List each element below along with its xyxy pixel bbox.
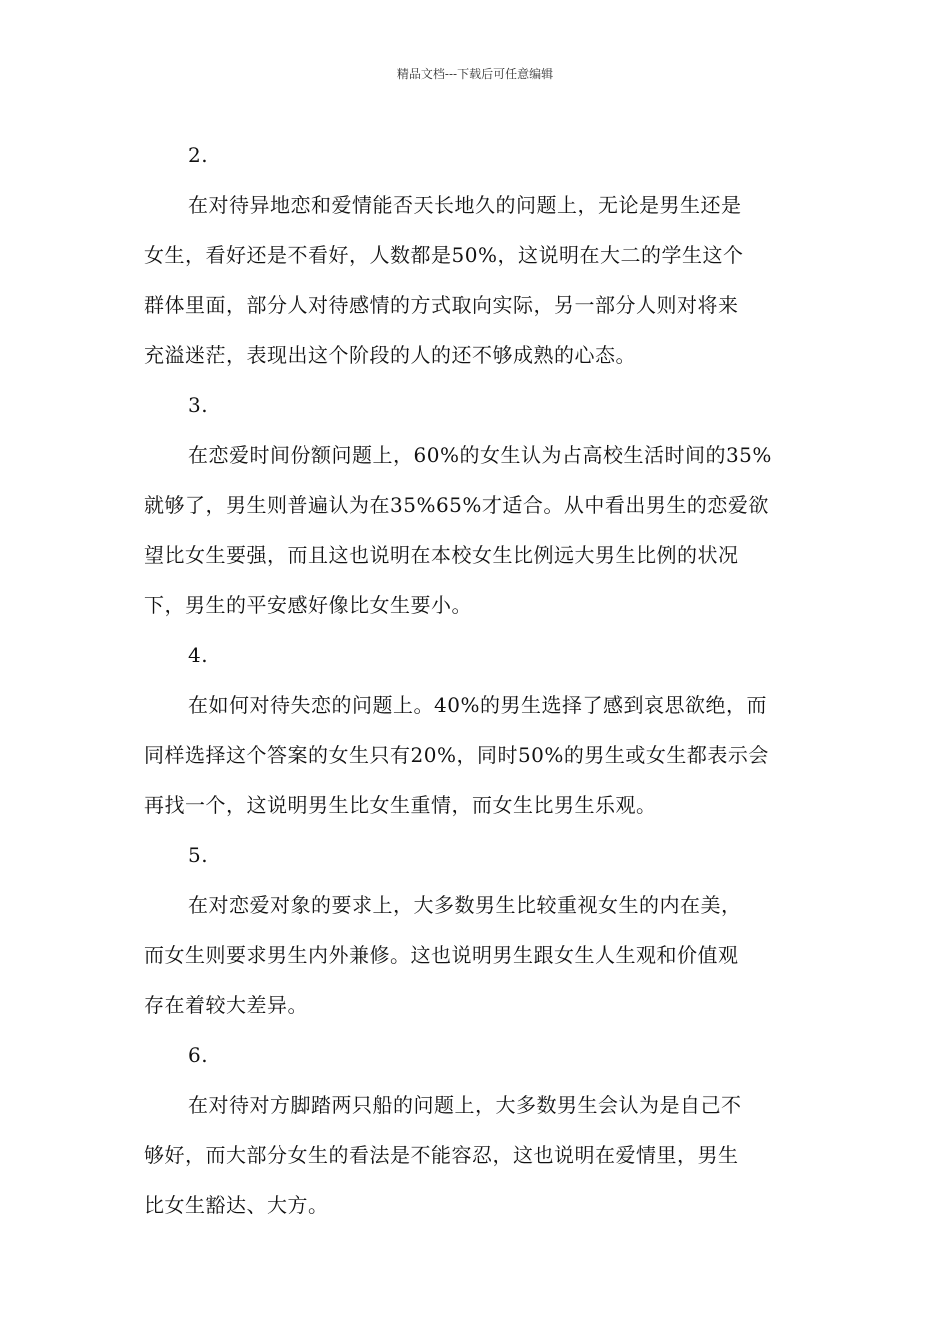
paragraph-line: 群体里面，部分人对待感情的方式取向实际，另一部分人则对将来 [144,293,739,317]
section-number: 6. [188,1043,209,1067]
paragraph-line: 够好，而大部分女生的看法是不能容忍，这也说明在爱情里，男生 [144,1143,739,1167]
section-3 [144,380,806,630]
paragraph-line: 在对待对方脚踏两只船的问题上，大多数男生会认为是自己不 [188,1093,742,1117]
section-number: 2. [188,143,209,167]
paragraph-line: 同样选择这个答案的女生只有20%，同时50%的男生或女生都表示会 [144,743,769,767]
section-6 [144,1030,806,1230]
section-number: 4. [188,643,209,667]
section-4 [144,630,806,830]
paragraph-line: 女生，看好还是不看好，人数都是50%，这说明在大二的学生这个 [144,243,744,267]
paragraph-line: 望比女生要强，而且这也说明在本校女生比例远大男生比例的状况 [144,543,739,567]
paragraph-line: 在如何对待失恋的问题上。40%的男生选择了感到哀思欲绝，而 [188,693,767,717]
paragraph-line: 比女生豁达、大方。 [144,1193,329,1217]
section-2 [144,130,806,380]
paragraph-line: 就够了，男生则普遍认为在35%65%才适合。从中看出男生的恋爱欲 [144,493,769,517]
paragraph-line: 存在着较大差异。 [144,993,308,1017]
section-5 [144,830,806,1030]
paragraph-line: 再找一个，这说明男生比女生重情，而女生比男生乐观。 [144,793,657,817]
section-number: 3. [188,393,209,417]
section-number: 5. [188,843,209,867]
paragraph-line: 在对待异地恋和爱情能否天长地久的问题上，无论是男生还是 [188,193,742,217]
document-body [144,130,806,1230]
paragraph-line: 在对恋爱对象的要求上，大多数男生比较重视女生的内在美， [188,893,742,917]
paragraph-line: 在恋爱时间份额问题上，60%的女生认为占高校生活时间的35% [188,443,772,467]
paragraph-line: 而女生则要求男生内外兼修。这也说明男生跟女生人生观和价值观 [144,943,739,967]
paragraph-line: 下，男生的平安感好像比女生要小。 [144,593,472,617]
paragraph-line: 充溢迷茫，表现出这个阶段的人的还不够成熟的心态。 [144,343,636,367]
page-header: 精品文档---下载后可任意编辑 [396,67,554,81]
